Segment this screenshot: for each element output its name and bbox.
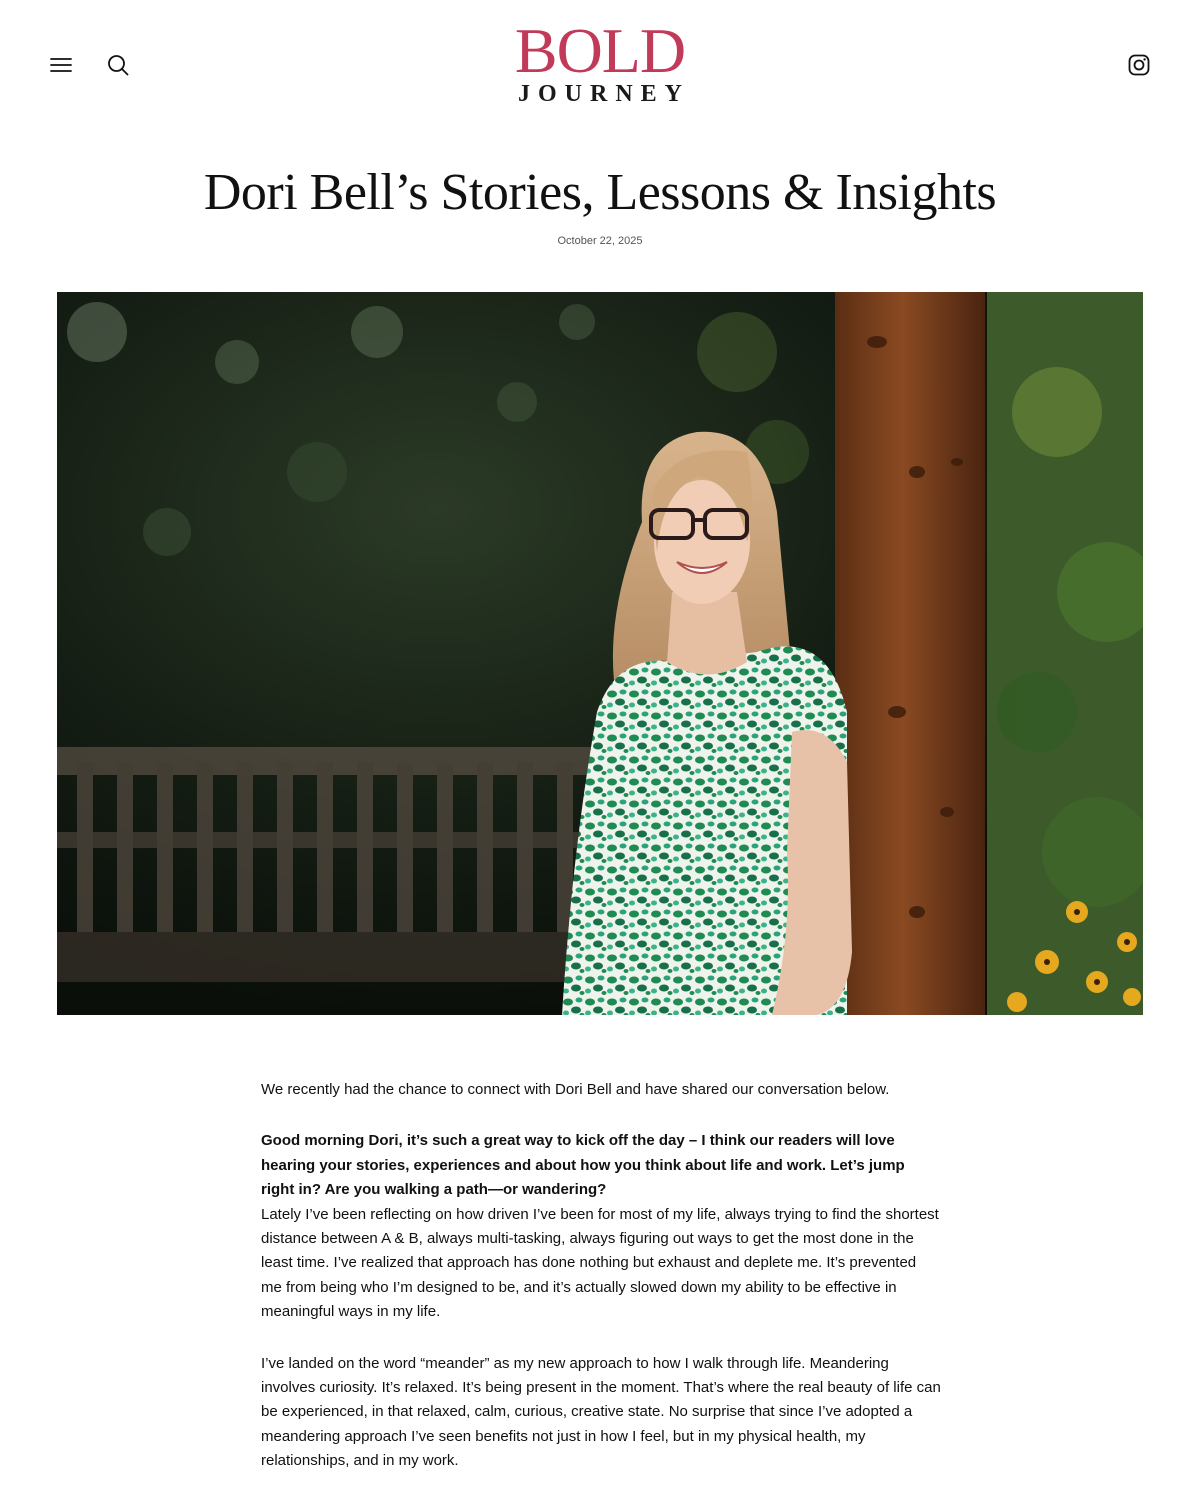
instagram-icon[interactable] [1124, 50, 1154, 80]
interview-answer-paragraph: I’ve landed on the word “meander” as my new approach to how I walk through life. Meandering involves curiosity. It’s relaxed. It’s being present in the moment. That’s where the real beauty of life can be experienced, in that relaxed, calm, curious, creative state. No surprise that since I’ve adopted a meandering approach I’ve seen benefits not just in how I feel, but in my physical health, my relationships, and in my work. [261, 1354, 941, 1470]
hero-photo [57, 292, 1143, 1015]
site-logo[interactable] [0, 15, 1200, 107]
logo-wordmark-bold: BOLD [514, 15, 686, 86]
interview-answer-paragraph: Lately I’ve been reflecting on how driven I’ve been for most of my life, always trying to find the shortest distance between A & B, always multi-tasking, always figuring out ways to get the most done in the least time. I’ve realized that approach has done nothing but exhaust and deplete me. It’s prevented me from being who I’m designed to be, and it’s actually slowed down my ability to be effective in meaningful ways in my life. [261, 1205, 939, 1321]
article-title: Dori Bell’s Stories, Lessons & Insights [203, 164, 997, 221]
article-date: October 22, 2025 [557, 235, 643, 247]
site-header [0, 0, 1200, 130]
article-body [261, 1078, 941, 1474]
interview-question: Good morning Dori, it’s such a great way to kick off the day – I think our readers will love hearing your stories, experiences and about how you think about life and work. Let’s jump right in? Are you walking a path—or wandering? [261, 1132, 905, 1199]
article-intro: We recently had the chance to connect with Dori Bell and have shared our conversation below. [261, 1081, 890, 1098]
logo-wordmark-journey: JOURNEY [517, 81, 690, 107]
